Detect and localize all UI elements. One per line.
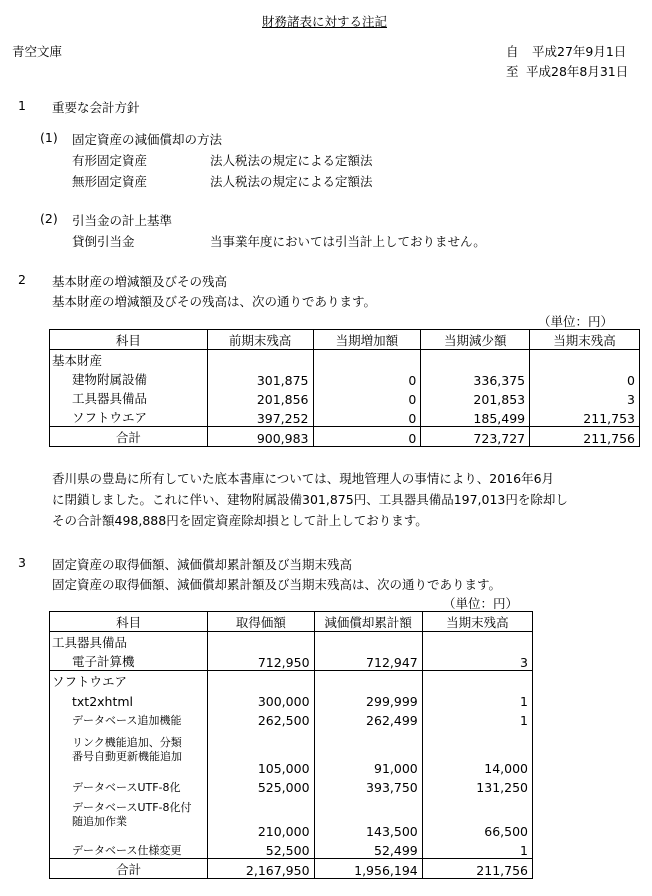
organization-name: 青空文庫 [12,44,63,59]
cell: 262,500 [208,709,314,728]
period-to-label: 至 [506,64,519,79]
table-row [50,728,533,776]
cell: 3 [422,651,532,671]
unit-label: （単位：円） [443,596,519,611]
group-label: ソフトウエア [50,671,208,691]
cell: 397,252 [207,407,313,427]
cell: 712,950 [208,651,314,671]
cell: 66,500 [422,795,532,839]
fixed-assets-table [49,611,533,879]
row-label: 電子計算機 [50,651,208,671]
row-label: データベースUTF-8化 [50,776,208,795]
cell: 336,375 [421,369,530,388]
cell: 201,856 [207,388,313,407]
table-row [50,795,533,839]
total-label: 合計 [50,427,208,447]
section-2-number: 2 [18,272,26,287]
table-header-row [50,330,640,350]
row-label: データベースUTF-8化付 随追加作業 [50,795,208,839]
column-header: 当期末残高 [422,612,532,632]
cell: 52,500 [208,839,314,859]
table-row [50,690,533,709]
cell: 393,750 [314,776,422,795]
cell: 0 [313,427,421,447]
cell: 185,499 [421,407,530,427]
cell: 301,875 [207,369,313,388]
cell: 201,853 [421,388,530,407]
group-label: 基本財産 [50,350,208,370]
row-label: データベース追加機能 [50,709,208,728]
table-row [50,388,640,407]
column-header: 前期末残高 [207,330,313,350]
column-header: 減価償却累計額 [314,612,422,632]
policy-key: 無形固定資産 [72,174,148,189]
cell: 525,000 [208,776,314,795]
row-label: 建物附属設備 [50,369,208,388]
section-3-heading: 固定資産の取得価額、減価償却累計額及び当期末残高 [52,557,353,572]
policy-key: 有形固定資産 [72,153,148,168]
cell: 1 [422,839,532,859]
note-line: 香川県の豊島に所有していた底本書庫については、現地管理人の事情により、2016年6月 [52,471,555,486]
note-line: その合計額498,888円を固定資産除却損として計上しております。 [52,513,428,528]
table-row [50,651,533,671]
cell: 14,000 [422,728,532,776]
cell: 900,983 [207,427,313,447]
cell: 143,500 [314,795,422,839]
section-3-intro: 固定資産の取得価額、減価償却累計額及び当期末残高は、次の通りであります。 [52,577,502,592]
policy-value: 法人税法の規定による定額法 [210,153,373,168]
column-header: 科目 [50,612,208,632]
cell: 2,167,950 [208,859,314,879]
table-row [50,776,533,795]
cell: 0 [313,388,421,407]
policy-value: 法人税法の規定による定額法 [210,174,373,189]
cell: 0 [530,369,640,388]
cell: 299,999 [314,690,422,709]
cell: 262,499 [314,709,422,728]
group-row [50,350,640,370]
cell: 300,000 [208,690,314,709]
total-row [50,859,533,879]
cell: 0 [313,407,421,427]
section-1-number: 1 [18,98,26,113]
unit-label: （単位：円） [538,314,614,329]
policy-value: 当事業年度においては引当計上しておりません。 [210,234,486,249]
subsection-2-number: (2) [40,211,58,226]
cell: 131,250 [422,776,532,795]
cell: 211,756 [530,427,640,447]
row-label: データベース仕様変更 [50,839,208,859]
cell: 211,756 [422,859,532,879]
cell: 1,956,194 [314,859,422,879]
table-row [50,369,640,388]
table-header-row [50,612,533,632]
period-to: 平成28年8月31日 [526,64,629,79]
cell: 723,727 [421,427,530,447]
cell: 3 [530,388,640,407]
table-row [50,839,533,859]
cell: 211,753 [530,407,640,427]
cell: 0 [313,369,421,388]
cell: 1 [422,709,532,728]
group-row [50,632,533,652]
row-label: 工具器具備品 [50,388,208,407]
table-row [50,709,533,728]
group-label: 工具器具備品 [50,632,208,652]
section-3-number: 3 [18,555,26,570]
cell: 1 [422,690,532,709]
cell: 210,000 [208,795,314,839]
note-line: に閉鎖しました。これに伴い、建物附属設備301,875円、工具器具備品197,013円を除却し [52,492,568,507]
cell: 91,000 [314,728,422,776]
total-label: 合計 [50,859,208,879]
section-1-heading: 重要な会計方針 [52,100,140,115]
page-title: 財務諸表に対する注記 [262,14,388,29]
column-header: 当期減少額 [421,330,530,350]
column-header: 当期末残高 [530,330,640,350]
subsection-2-heading: 引当金の計上基準 [72,213,173,228]
column-header: 当期増加額 [313,330,421,350]
period-from-label: 自 [506,44,519,59]
section-2-intro: 基本財産の増減額及びその残高は、次の通りであります。 [52,294,377,309]
row-label: ソフトウエア [50,407,208,427]
table-row [50,407,640,427]
subsection-1-heading: 固定資産の減価償却の方法 [72,132,223,147]
row-label: リンク機能追加、分類 番号自動更新機能追加 [50,728,208,776]
row-label: txt2xhtml [50,690,208,709]
section-2-heading: 基本財産の増減額及びその残高 [52,274,228,289]
column-header: 取得価額 [208,612,314,632]
policy-key: 貸倒引当金 [72,234,135,249]
period-from: 平成27年9月1日 [532,44,627,59]
group-row [50,671,533,691]
cell: 712,947 [314,651,422,671]
subsection-1-number: (1) [40,130,58,145]
total-row [50,427,640,447]
cell: 105,000 [208,728,314,776]
basic-assets-table [49,329,640,447]
column-header: 科目 [50,330,208,350]
cell: 52,499 [314,839,422,859]
